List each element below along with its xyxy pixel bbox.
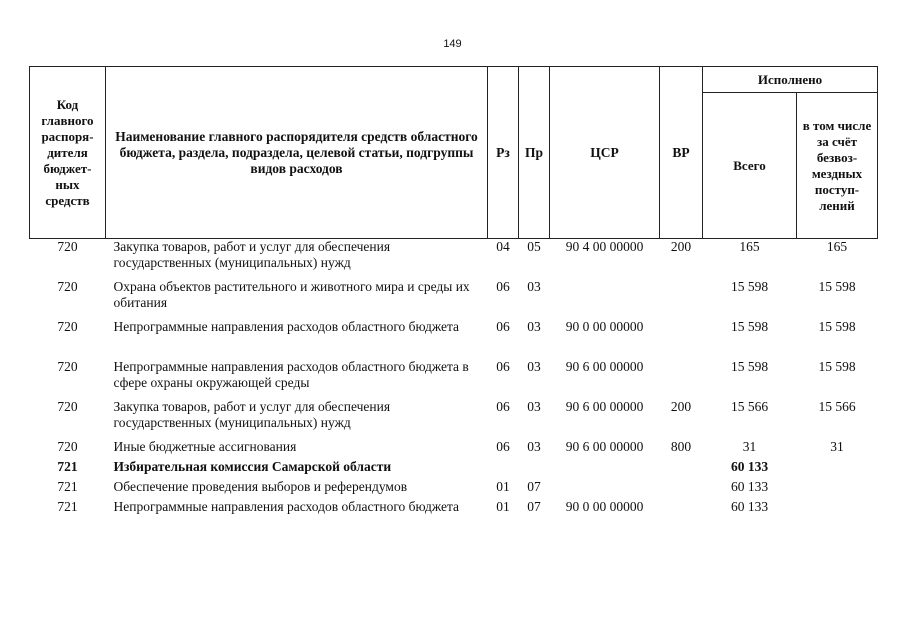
cell-vr <box>660 279 703 319</box>
cell-free <box>797 479 878 499</box>
cell-pr: 03 <box>527 399 541 414</box>
cell-free: 31 <box>830 439 844 454</box>
table-body <box>30 239 878 540</box>
cell-vr: 200 <box>670 239 692 254</box>
cell-name: Непрограммные направления расходов областного бюджета <box>113 499 460 514</box>
table-row <box>30 319 878 359</box>
header-vr: ВР <box>660 67 703 239</box>
cell-free <box>797 499 878 539</box>
cell-name: Иные бюджетные ассигнования <box>113 439 297 454</box>
cell-code: 721 <box>57 479 78 494</box>
table-header <box>30 67 878 239</box>
cell-code: 720 <box>57 279 78 294</box>
cell-total: 31 <box>742 439 757 454</box>
cell-name: Охрана объектов растительного и животного мира и среды их обитания <box>113 279 470 310</box>
cell-code: 720 <box>57 439 78 454</box>
cell-rz: 01 <box>496 479 510 494</box>
cell-vr: 200 <box>670 399 692 414</box>
table-row <box>30 499 878 539</box>
cell-code: 720 <box>57 319 78 334</box>
header-total: Всего <box>703 93 797 239</box>
cell-rz: 06 <box>496 439 510 454</box>
cell-free: 15 566 <box>818 399 856 414</box>
cell-code: 720 <box>57 239 78 254</box>
cell-rz: 06 <box>496 319 510 334</box>
cell-name: Непрограммные направления расходов областного бюджета <box>113 319 460 334</box>
header-free: в том числе за счёт безвоз-мездных поступ-лений <box>797 93 878 239</box>
cell-csr: 90 4 00 00000 <box>565 239 644 254</box>
cell-pr: 03 <box>527 279 541 294</box>
cell-rz <box>488 459 519 479</box>
cell-vr <box>660 359 703 399</box>
cell-csr: 90 6 00 00000 <box>565 399 644 414</box>
cell-free: 15 598 <box>818 319 856 334</box>
budget-table <box>29 66 878 539</box>
cell-pr: 03 <box>527 359 541 374</box>
header-name: Наименование главного распорядителя средств областного бюджета, раздела, подраздела, целевой статьи, подгруппы видов расходов <box>106 67 488 239</box>
cell-total: 15 598 <box>730 279 769 294</box>
cell-total: 165 <box>739 239 760 254</box>
cell-csr: 90 6 00 00000 <box>565 439 644 454</box>
cell-rz: 06 <box>496 399 510 414</box>
cell-name: Закупка товаров, работ и услуг для обеспечения государственных (муниципальных) нужд <box>113 239 391 270</box>
cell-vr: 800 <box>670 439 692 454</box>
cell-csr <box>550 479 660 499</box>
cell-rz: 06 <box>496 279 510 294</box>
table-row <box>30 459 878 479</box>
cell-code: 721 <box>57 499 78 514</box>
cell-pr: 05 <box>527 239 541 254</box>
header-pr: Пр <box>519 67 550 239</box>
cell-vr <box>660 319 703 359</box>
cell-free: 15 598 <box>818 359 856 374</box>
header-csr: ЦСР <box>550 67 660 239</box>
cell-vr <box>660 459 703 479</box>
cell-csr: 90 6 00 00000 <box>565 359 644 374</box>
cell-code: 720 <box>57 359 78 374</box>
cell-code: 720 <box>57 399 78 414</box>
header-code: Код главного распоря-дителя бюджет-ных средств <box>30 67 106 239</box>
cell-total: 15 598 <box>730 359 769 374</box>
cell-rz: 01 <box>496 499 510 514</box>
cell-code: 721 <box>57 459 78 474</box>
page-number: 149 <box>443 38 462 50</box>
cell-csr <box>550 459 660 479</box>
table-row <box>30 479 878 499</box>
header-executed: Исполнено <box>703 67 878 93</box>
cell-pr: 03 <box>527 439 541 454</box>
cell-rz: 06 <box>496 359 510 374</box>
cell-name: Избирательная комиссия Самарской области <box>113 459 392 474</box>
cell-name: Закупка товаров, работ и услуг для обеспечения государственных (муниципальных) нужд <box>113 399 391 430</box>
cell-free: 165 <box>826 239 848 254</box>
table-row <box>30 399 878 439</box>
cell-total: 60 133 <box>730 459 769 474</box>
table-row <box>30 239 878 280</box>
cell-pr: 07 <box>527 499 541 514</box>
table-row <box>30 279 878 319</box>
header-rz: Рз <box>488 67 519 239</box>
cell-pr <box>519 459 550 479</box>
table-row <box>30 359 878 399</box>
cell-rz: 04 <box>496 239 510 254</box>
cell-total: 15 566 <box>730 399 769 414</box>
cell-total: 15 598 <box>730 319 769 334</box>
cell-vr <box>660 479 703 499</box>
cell-name: Обеспечение проведения выборов и референдумов <box>113 479 408 494</box>
cell-total: 60 133 <box>730 499 769 514</box>
cell-csr: 90 0 00 00000 <box>565 319 644 334</box>
cell-pr: 03 <box>527 319 541 334</box>
cell-csr <box>550 279 660 319</box>
cell-total: 60 133 <box>730 479 769 494</box>
cell-free: 15 598 <box>818 279 856 294</box>
cell-vr <box>660 499 703 539</box>
cell-name: Непрограммные направления расходов областного бюджета в сфере охраны окружающей среды <box>113 359 469 390</box>
cell-pr: 07 <box>527 479 541 494</box>
cell-free <box>797 459 878 479</box>
table-row <box>30 439 878 459</box>
cell-csr: 90 0 00 00000 <box>565 499 644 514</box>
